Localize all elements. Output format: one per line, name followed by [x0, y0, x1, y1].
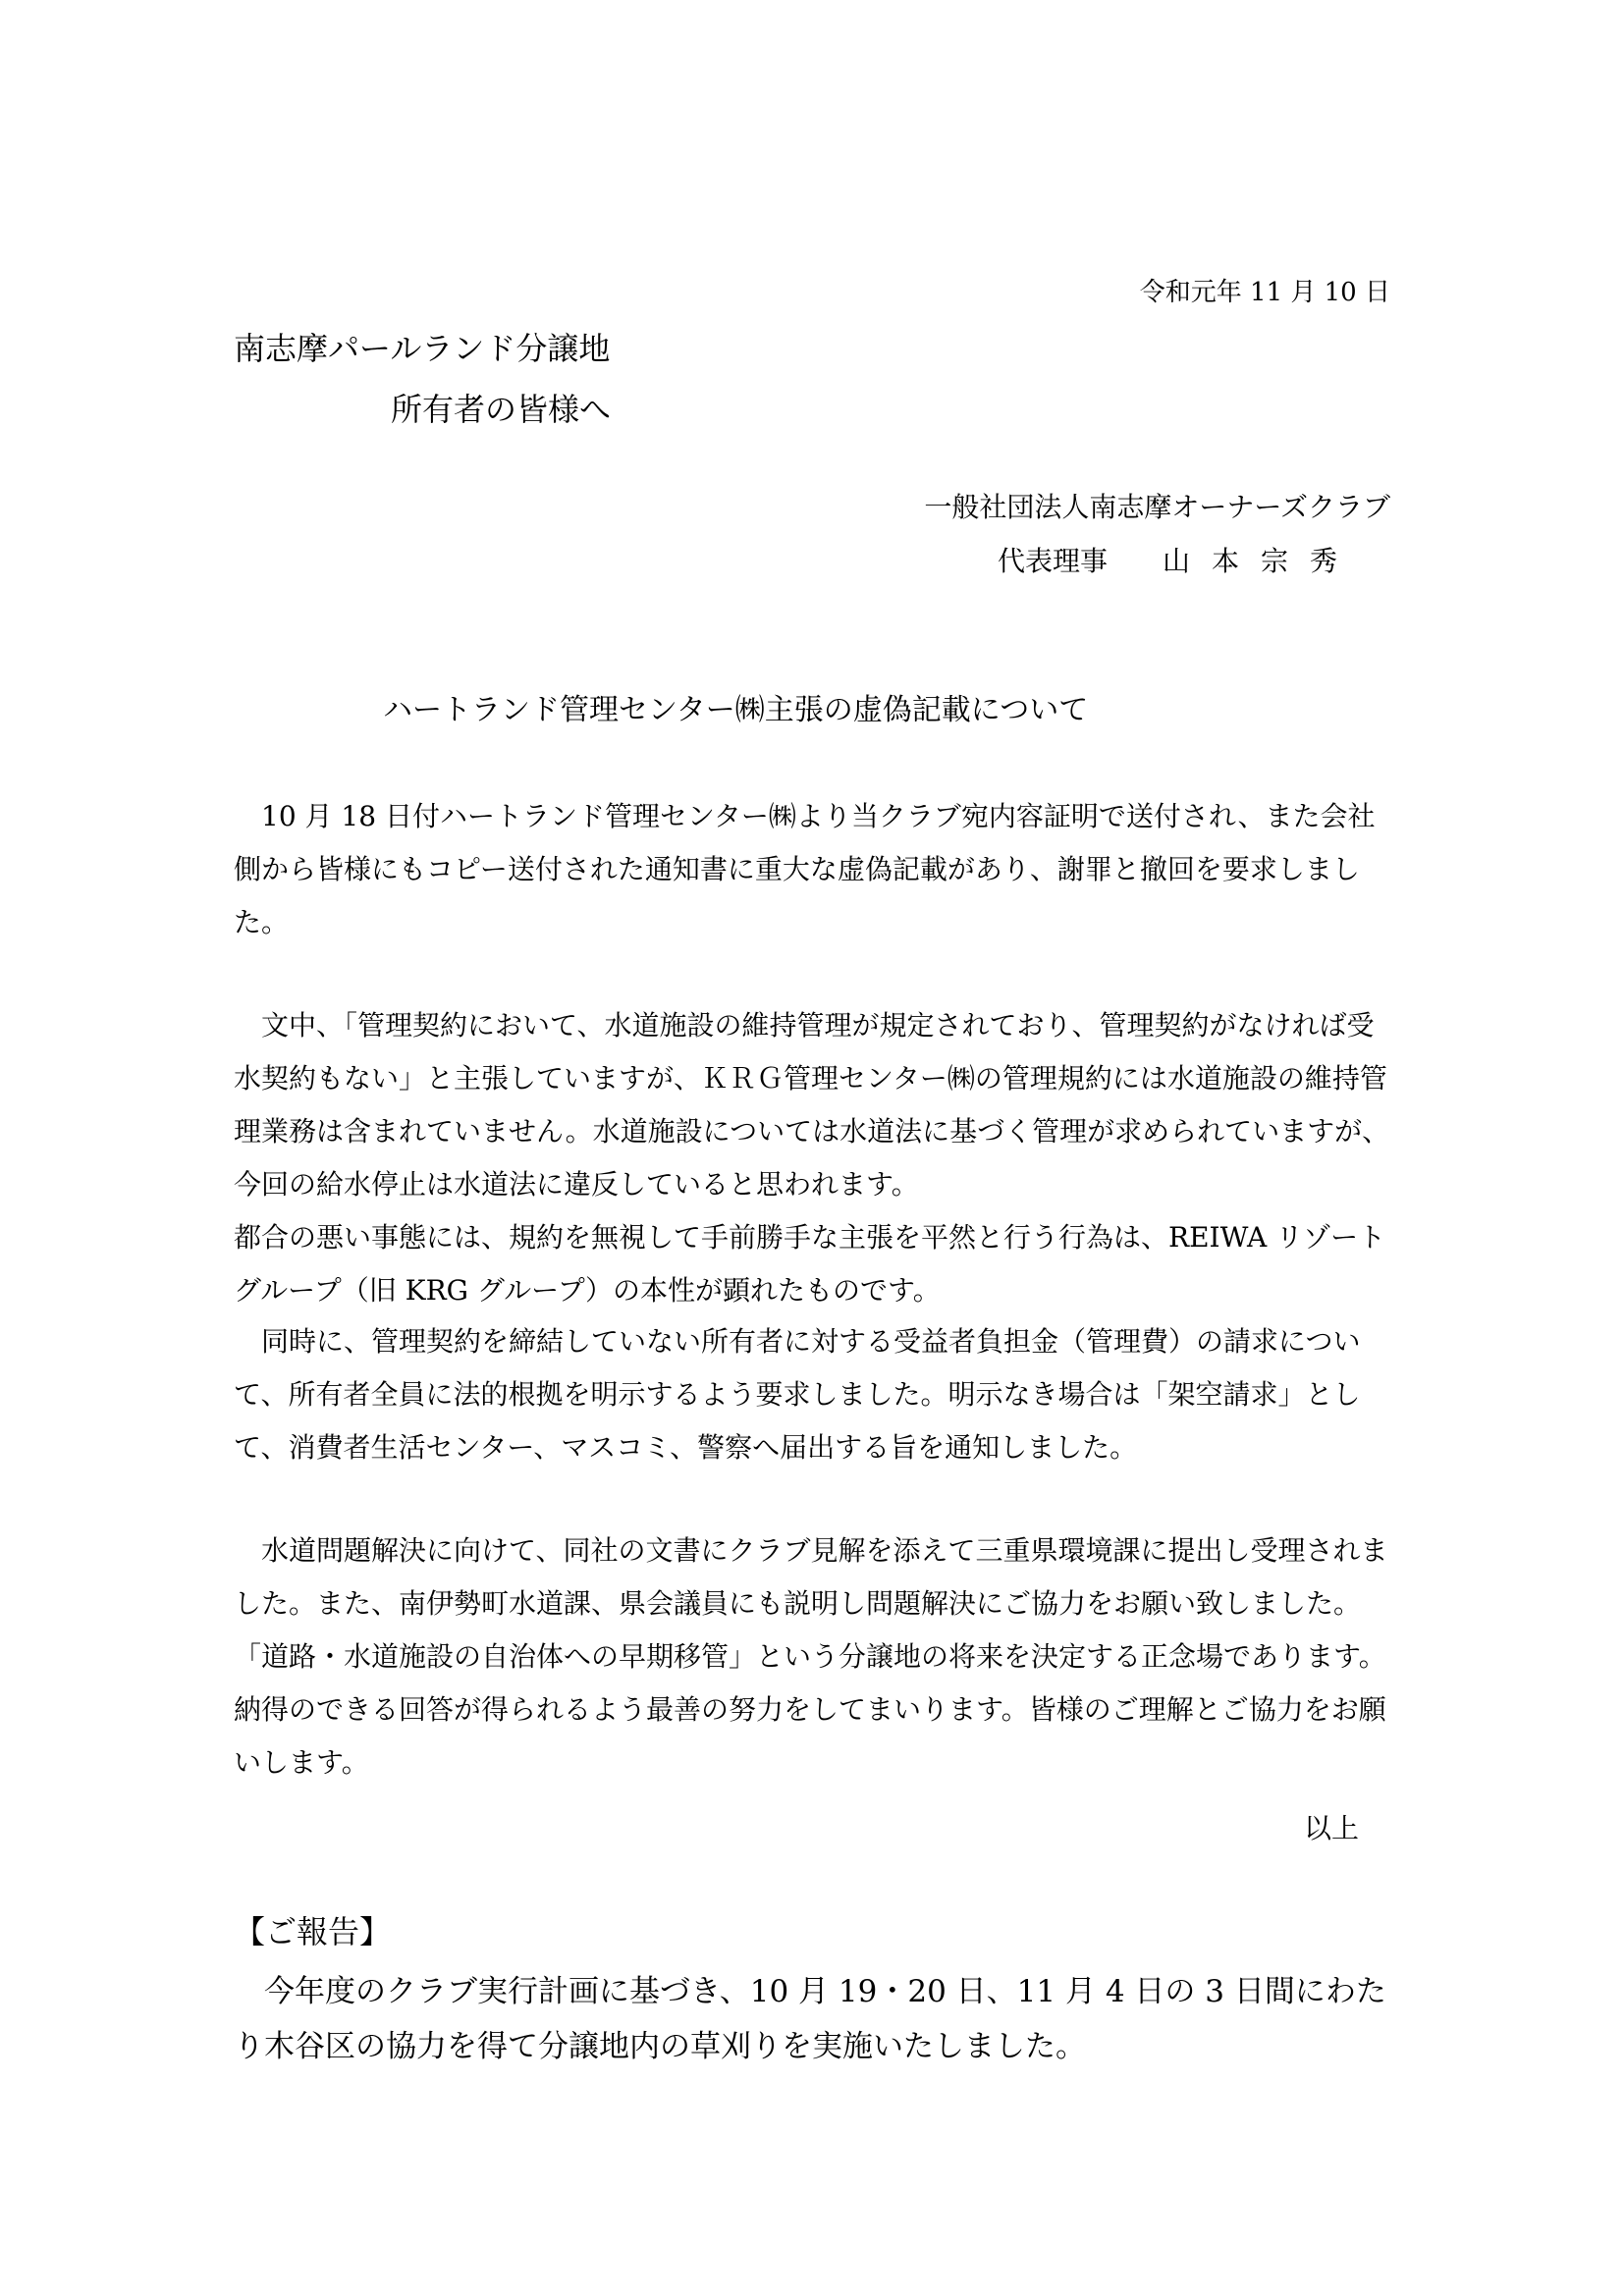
body-paragraph-3 — [234, 1315, 1392, 1474]
document-date: 令和元年 11 月 10 日 — [1139, 278, 1390, 307]
sender-name: 山本宗秀 — [1162, 545, 1359, 577]
paragraph-text: 10 月 18 日付ハートランド管理センター㈱より当クラブ宛内容証明で送付され、また会社側から皆様にもコピー送付された通知書に重大な虚偽記載があり、謝罪と撤回を要求しました。 — [234, 800, 1376, 938]
paragraph-text: 水道問題解決に向けて、同社の文書にクラブ見解を添えて三重県環境課に提出し受理されました。また、南伊勢町水道課、県会議員にも説明し問題解決にご協力をお願い致しました。「道路・水道施設の自治体への早期移管」という分譲地の将来を決定する正念場であります。納得のできる回答が得られるよう最善の努力をしてまいります。皆様のご理解とご協力をお願いします。 — [234, 1534, 1388, 1779]
sender-representative — [998, 541, 1359, 582]
report-text: 今年度のクラブ実行計画に基づき、10 月 19・20 日、11 月 4 日の 3 日間にわたり木谷区の協力を得て分譲地内の草刈りを実施いたしました。 — [234, 1974, 1386, 2064]
paragraph-text: 同時に、管理契約を締結していない所有者に対する受益者負担金（管理費）の請求について、所有者全員に法的根拠を明示するよう要求しました。明示なき場合は「架空請求」として、消費者生活センター、マスコミ、警察へ届出する旨を通知しました。 — [234, 1325, 1361, 1464]
closing-remark: 以上 — [1303, 1812, 1359, 1844]
sender-title: 代表理事 — [997, 545, 1108, 577]
document-title: ハートランド管理センター㈱主張の虚偽記載について — [383, 693, 1089, 727]
recipient-line-2: 所有者の皆様へ — [391, 391, 612, 428]
body-paragraph-4 — [234, 1524, 1392, 1789]
sender-organization: 一般社団法人南志摩オーナーズクラブ — [924, 491, 1390, 523]
recipient-line-1: 南志摩パールランド分譲地 — [234, 330, 611, 367]
body-paragraph-1 — [234, 790, 1392, 949]
paragraph-text: 文中、「管理契約において、水道施設の維持管理が規定されており、管理契約がなければ受水契約もない」と主張していますが、ＫＲＧ管理センター㈱の管理規約には水道施設の維持管理業務は含まれていません。水道施設については水道法に基づく管理が求められていますが、今回の給水停止は水道法に違反していると思われます。 — [234, 1009, 1390, 1201]
report-body — [234, 1964, 1392, 2074]
body-paragraph-2 — [234, 999, 1392, 1317]
paragraph-text: 都合の悪い事態には、規約を無視して手前勝手な主張を平然と行う行為は、REIWA リゾートグループ（旧 KRG グループ）の本性が顕れたものです。 — [234, 1221, 1386, 1307]
report-heading: 【ご報告】 — [234, 1913, 392, 1950]
